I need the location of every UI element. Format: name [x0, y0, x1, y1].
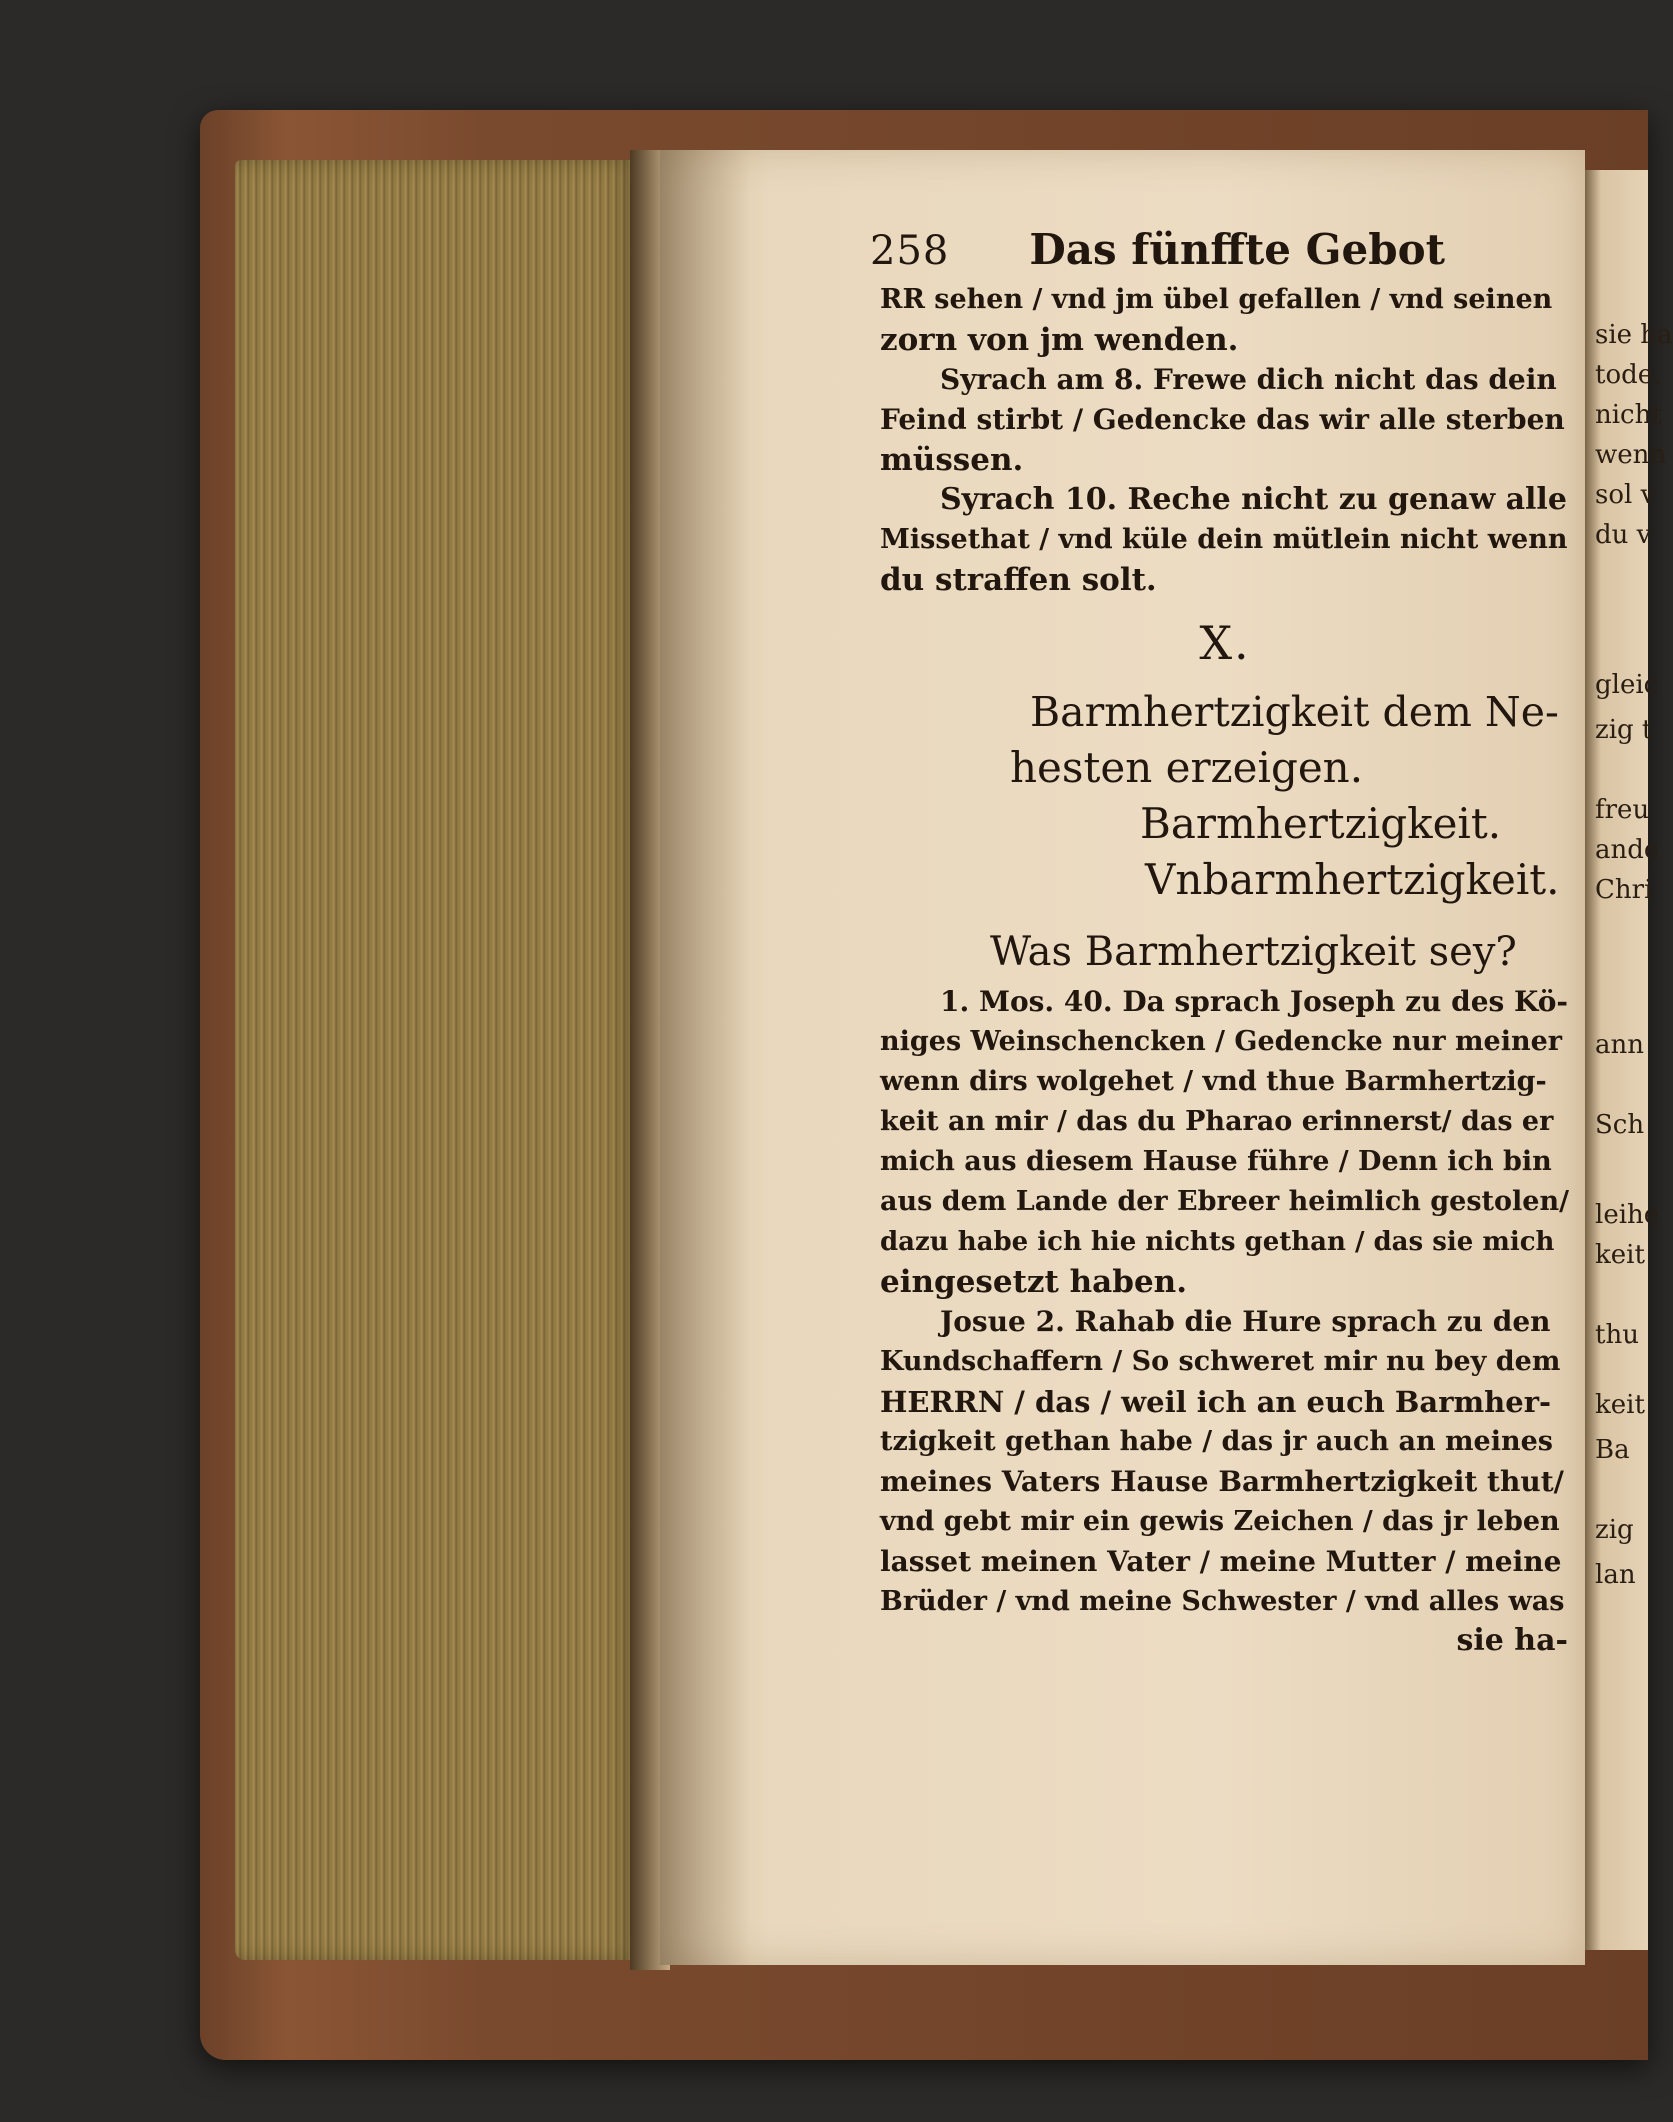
- section-heading: Barmhertzigkeit.: [1140, 799, 1502, 848]
- fold-shadow: [660, 150, 750, 1965]
- text-line: RR sehen / vnd jm übel gefallen / vnd seinen: [880, 284, 1553, 315]
- text-line: HERRN / das / weil ich an euch Barmher-: [880, 1385, 1552, 1419]
- facing-word: freu: [1595, 795, 1650, 825]
- section-numeral: X.: [1199, 616, 1251, 670]
- facing-page-edge: [1585, 170, 1673, 1950]
- facing-word: du v: [1595, 520, 1652, 550]
- text-line: müssen.: [880, 442, 1024, 478]
- text-line: Josue 2. Rahab die Hure sprach zu den: [940, 1305, 1551, 1338]
- text-line: vnd gebt mir ein gewis Zeichen / das jr leben: [880, 1506, 1560, 1537]
- facing-word: thu: [1595, 1320, 1639, 1350]
- facing-word: zig: [1595, 1515, 1634, 1545]
- catchword: sie ha-: [1456, 1623, 1568, 1658]
- page-text: [870, 225, 1570, 1660]
- text-line: zorn von jm wenden.: [880, 322, 1239, 358]
- facing-word: gleic: [1595, 670, 1659, 700]
- text-line: eingesetzt haben.: [880, 1264, 1188, 1300]
- facing-word: keit: [1595, 1240, 1645, 1270]
- page-number: 258: [870, 228, 950, 274]
- facing-word: sie ha: [1595, 320, 1673, 350]
- facing-word: lan: [1595, 1560, 1636, 1590]
- text-line: niges Weinschencken / Gedencke nur meiner: [880, 1026, 1563, 1057]
- text-line: 1. Mos. 40. Da sprach Joseph zu des Kö-: [940, 985, 1569, 1018]
- running-title: Das fünffte Gebot: [1029, 225, 1445, 274]
- text-line: Feind stirbt / Gedencke das wir alle sterben: [880, 403, 1565, 436]
- facing-word: Chri: [1595, 875, 1653, 905]
- text-line: Kundschaffern / So schweret mir nu bey dem: [880, 1346, 1561, 1377]
- section-heading: hesten erzeigen.: [1010, 743, 1364, 792]
- facing-word: sol v: [1595, 480, 1656, 510]
- text-line: tzigkeit gethan habe / das jr auch an meines: [880, 1426, 1553, 1457]
- facing-word: wenn: [1595, 440, 1667, 470]
- facing-word: Ba: [1595, 1435, 1630, 1465]
- text-line: aus dem Lande der Ebreer heimlich gestolen/: [880, 1186, 1569, 1217]
- facing-word: tode.: [1595, 360, 1662, 390]
- facing-word: nicht: [1595, 400, 1662, 430]
- facing-word: leihe: [1595, 1200, 1660, 1230]
- section-heading: Barmhertzigkeit dem Ne-: [1030, 688, 1559, 736]
- facing-word: zig t: [1595, 715, 1653, 745]
- text-line: Brüder / vnd meine Schwester / vnd alles was: [880, 1586, 1565, 1617]
- facing-word: Sch: [1595, 1110, 1645, 1140]
- text-line: wenn dirs wolgehet / vnd thue Barmhertzig-: [880, 1066, 1547, 1097]
- page-header: [870, 225, 1570, 274]
- text-line: Missethat / vnd küle dein mütlein nicht wenn: [880, 524, 1568, 555]
- facing-word: ande: [1595, 835, 1660, 865]
- text-line: meines Vaters Hause Barmhertzigkeit thut/: [880, 1465, 1564, 1498]
- text-line: Syrach am 8. Frewe dich nicht das dein: [940, 363, 1557, 396]
- text-line: du straffen solt.: [880, 562, 1157, 598]
- text-line: Syrach 10. Reche nicht zu genaw alle: [940, 482, 1567, 517]
- text-line: keit an mir / das du Pharao erinnerst/ das er: [880, 1106, 1554, 1137]
- section-question: Was Barmhertzigkeit sey?: [990, 929, 1517, 975]
- section-heading: Vnbarmhertzigkeit.: [1145, 855, 1560, 904]
- text-line: lasset meinen Vater / meine Mutter / meine: [880, 1545, 1562, 1578]
- facing-word: ann: [1595, 1030, 1644, 1060]
- page-edges: [235, 160, 635, 1960]
- text-line: mich aus diesem Hause führe / Denn ich bin: [880, 1146, 1552, 1177]
- text-line: dazu habe ich hie nichts gethan / das sie mich: [880, 1227, 1555, 1257]
- facing-word: keit: [1595, 1390, 1645, 1420]
